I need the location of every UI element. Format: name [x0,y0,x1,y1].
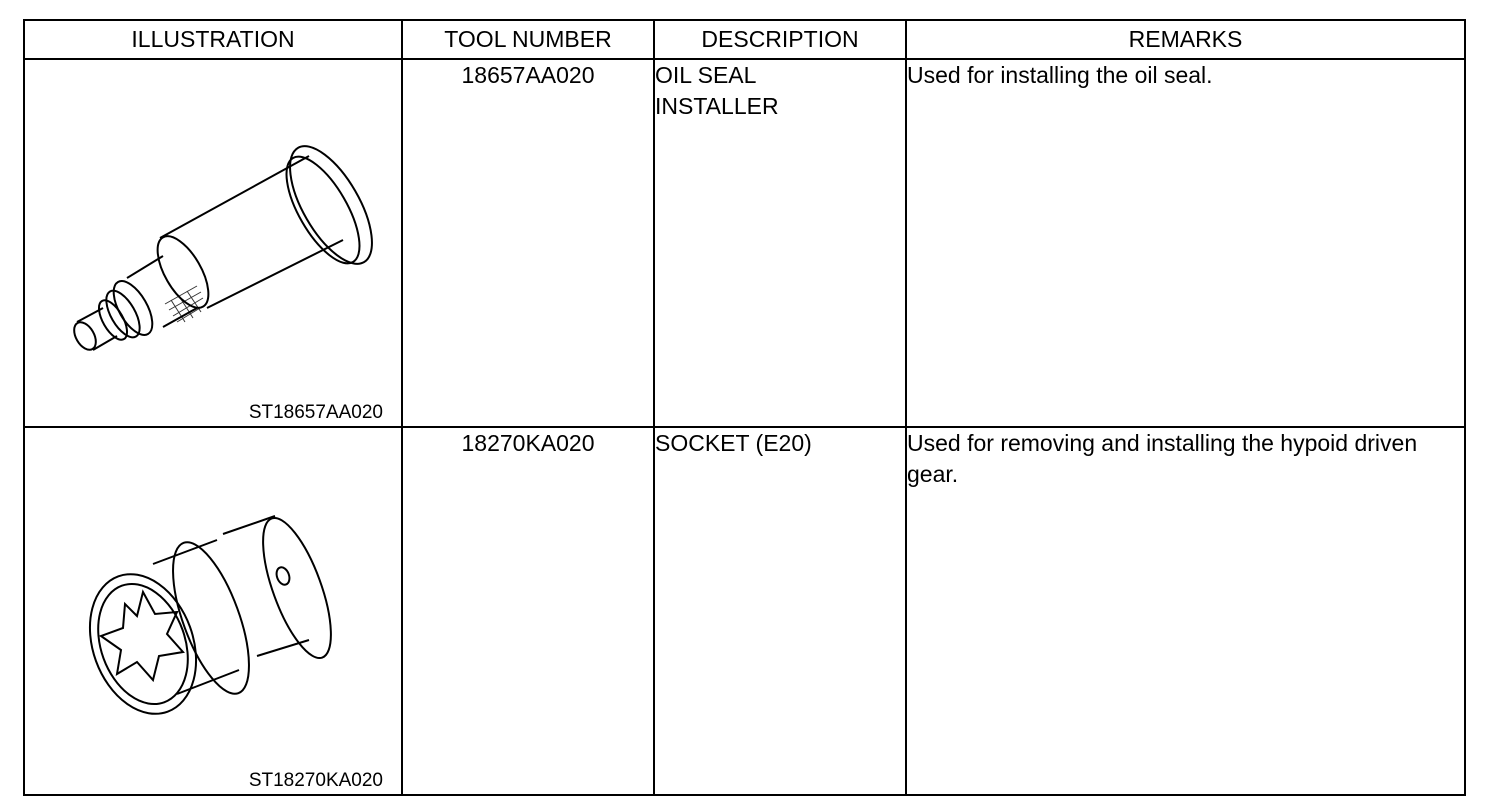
tool-number-cell: 18657AA020 [402,59,654,427]
table-row [24,59,1465,427]
header-tool-number: TOOL NUMBER [402,20,654,59]
special-tools-table [23,19,1466,796]
header-remarks: REMARKS [906,20,1465,59]
remarks-cell: Used for removing and installing the hypoid driven gear. [906,427,1465,795]
illustration-code: ST18270KA020 [248,770,383,791]
socket-drawing [25,428,403,794]
illustration-cell [24,59,402,427]
description-text: SOCKET (E20) [655,430,812,456]
header-illustration: ILLUSTRATION [24,20,402,59]
header-description: DESCRIPTION [654,20,906,59]
tool-number-cell: 18270KA020 [402,427,654,795]
illustration-cell [24,427,402,795]
remarks-cell: Used for installing the oil seal. [906,59,1465,427]
illustration-code: ST18657AA020 [248,402,383,423]
description-text: OIL SEAL INSTALLER [655,62,779,119]
oil-seal-installer-drawing [25,60,403,426]
description-cell [654,427,906,795]
table-header-row [24,20,1465,59]
table-row [24,427,1465,795]
description-cell [654,59,906,427]
